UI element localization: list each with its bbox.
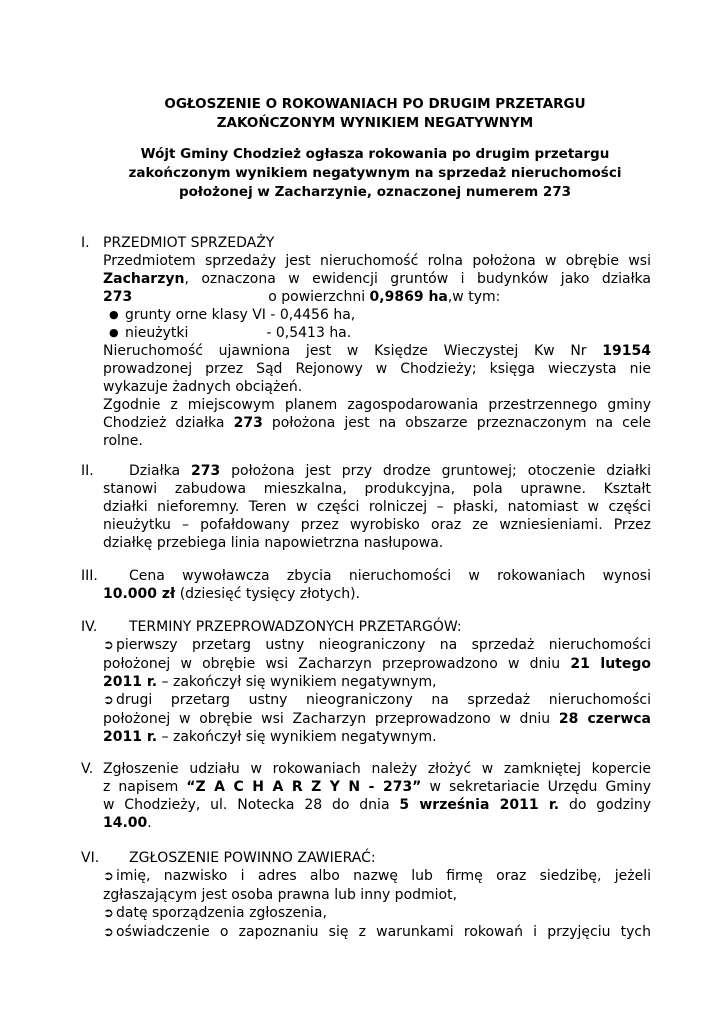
- section-number: IV.: [81, 619, 98, 635]
- paragraph-line: położonej w obrębie wsi Zacharzyn przeprowadzono w dniu 28 czerwca: [103, 711, 651, 727]
- paragraph-line: w Chodzieży, ul. Notecka 28 do dnia 5 września 2011 r. do godziny: [103, 797, 651, 813]
- arrow-icon: ➲: [103, 906, 114, 921]
- paragraph-line: 10.000 zł (dziesięć tysięcy złotych).: [103, 586, 360, 602]
- paragraph-line: nieużytku – pofałdowany przez wyrobisko oraz ze wzniesieniami. Przez: [103, 517, 651, 533]
- section-1: [81, 234, 651, 450]
- paragraph-line: Działka 273 położona jest przy drodze gruntowej; otoczenie działki: [129, 463, 651, 479]
- paragraph-line: 14.00.: [103, 815, 152, 831]
- paragraph-line: z napisem “Z A C H A R Z Y N - 273” w sekretariacie Urzędu Gminy: [103, 779, 651, 795]
- paragraph-line: rolne.: [103, 433, 143, 449]
- paragraph-line: ➲ drugi przetarg ustny nieograniczony na sprzedaż nieruchomości: [103, 692, 651, 708]
- section-2: [81, 462, 651, 552]
- paragraph-line: prowadzonej przez Sąd Rejonowy w Chodzieży; księga wieczysta nie: [103, 361, 651, 377]
- section-6: [81, 849, 651, 942]
- paragraph-line: 2011 r. – zakończył się wynikiem negatywnym,: [103, 674, 437, 690]
- paragraph-line: Przedmiotem sprzedaży jest nieruchomość rolna położona w obrębie wsi: [103, 253, 651, 269]
- document-subtitle: [100, 145, 650, 202]
- section-header: PRZEDMIOT SPRZEDAŻY: [103, 235, 275, 251]
- bullet-icon: ●: [109, 308, 119, 321]
- section-number: III.: [81, 568, 98, 584]
- paragraph-line: Zgodnie z miejscowym planem zagospodarowania przestrzennego gminy: [103, 397, 651, 413]
- bullet-list: [103, 306, 651, 342]
- subtitle-line: Wójt Gminy Chodzież ogłasza rokowania po drugim przetargu: [140, 146, 610, 162]
- bullet-icon: ●: [109, 326, 119, 339]
- arrow-icon: ➲: [103, 869, 114, 884]
- paragraph-line: Zgłoszenie udziału w rokowaniach należy złożyć w zamkniętej kopercie: [103, 761, 651, 777]
- section-number: V.: [81, 761, 94, 777]
- title-line: OGŁOSZENIE O ROKOWANIACH PO DRUGIM PRZETARGU: [164, 96, 586, 112]
- paragraph-line: ➲ datę sporządzenia zgłoszenia,: [103, 905, 327, 921]
- paragraph-line: działkę przebiega linia napowietrzna nasłupowa.: [103, 535, 444, 551]
- paragraph-line: stanowi zabudowa mieszkalna, produkcyjna, pola uprawne. Kształt: [103, 481, 651, 497]
- section-number: II.: [81, 463, 94, 479]
- paragraph-line: ➲ pierwszy przetarg ustny nieograniczony na sprzedaż nieruchomości: [103, 637, 651, 653]
- list-item: ● nieużytki - 0,5413 ha.: [109, 325, 352, 341]
- section-3: [81, 567, 651, 603]
- section-number: I.: [81, 235, 90, 251]
- document-title: [100, 95, 650, 133]
- subtitle-line: położonej w Zacharzynie, oznaczonej numerem 273: [178, 184, 572, 200]
- paragraph-line: zgłaszającym jest osoba prawna lub inny podmiot,: [103, 887, 458, 903]
- paragraph-line: 2011 r. – zakończył się wynikiem negatywnym.: [103, 729, 437, 745]
- paragraph-line: Cena wywoławcza zbycia nieruchomości w rokowaniach wynosi: [129, 568, 651, 584]
- paragraph-line: ➲ oświadczenie o zapoznaniu się z warunkami rokowań i przyjęciu tych: [103, 924, 651, 940]
- paragraph-line: Nieruchomość ujawniona jest w Księdze Wieczystej Kw Nr 19154: [103, 343, 651, 359]
- paragraph-line: położonej w obrębie wsi Zacharzyn przeprowadzono w dniu 21 lutego: [103, 656, 652, 672]
- title-line: ZAKOŃCZONYM WYNIKIEM NEGATYWNYM: [216, 115, 534, 131]
- paragraph-line: ➲ imię, nazwisko i adres albo nazwę lub firmę oraz siedzibę, jeżeli: [103, 868, 651, 884]
- paragraph-line: Chodzież działka 273 położona jest na obszarze przeznaczonym na cele: [103, 415, 651, 431]
- arrow-icon: ➲: [103, 693, 114, 708]
- arrow-icon: ➲: [103, 638, 114, 653]
- paragraph-line: wykazuje żadnych obciążeń.: [103, 379, 303, 395]
- list-item: ● grunty orne klasy VI - 0,4456 ha,: [109, 307, 356, 323]
- section-number: VI.: [81, 850, 100, 866]
- arrow-icon: ➲: [103, 925, 114, 940]
- paragraph-line: działki nieforemny. Teren w części rolniczej – płaski, natomiast w części: [103, 499, 651, 515]
- subtitle-line: zakończonym wynikiem negatywnym na sprzedaż nieruchomości: [128, 165, 622, 181]
- section-header: ZGŁOSZENIE POWINNO ZAWIERAĆ:: [129, 850, 376, 866]
- section-header: TERMINY PRZEPROWADZONYCH PRZETARGÓW:: [129, 619, 462, 635]
- section-5: [81, 760, 651, 832]
- paragraph-line: Zacharzyn, oznaczona w ewidencji gruntów i budynków jako działka: [103, 271, 651, 287]
- section-4: [81, 618, 651, 746]
- paragraph-line: 273 o powierzchni 0,9869 ha,w tym:: [103, 289, 501, 305]
